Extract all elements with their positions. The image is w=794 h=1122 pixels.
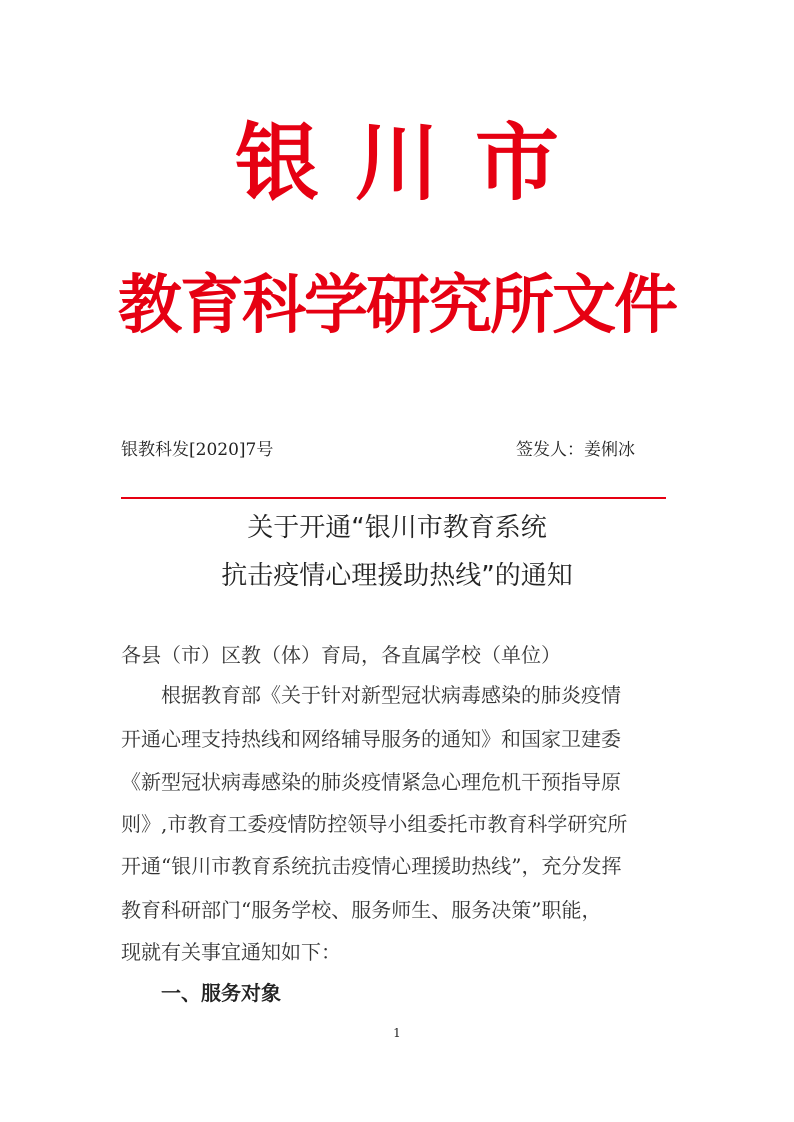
body-line: 教育科研部门“服务学校、服务师生、服务决策”职能，	[121, 898, 602, 922]
page-number: 1	[393, 1026, 401, 1040]
body-line: 则》,市教育工委疫情防控领导小组委托市教育科学研究所	[121, 812, 628, 836]
document-header-city: 银川市	[234, 114, 595, 212]
document-header-institute: 教育科学研究所文件	[118, 269, 676, 343]
body-line: 根据教育部《关于针对新型冠状病毒感染的肺炎疫情	[161, 683, 621, 707]
body-line: 现就有关事宜通知如下：	[121, 940, 341, 964]
notice-title-line-1: 关于开通“银川市教育系统	[247, 513, 547, 543]
body-line: 《新型冠状病毒感染的肺炎疫情紧急心理危机干预指导原	[121, 770, 621, 794]
red-divider-line	[121, 497, 666, 499]
issuer-signature: 签发人：姜俐冰	[516, 440, 635, 460]
section-heading: 一、服务对象	[161, 981, 281, 1005]
document-number: 银教科发[2020]7号	[121, 440, 274, 460]
notice-title-line-2: 抗击疫情心理援助热线”的通知	[221, 561, 573, 591]
body-line: 开通心理支持热线和网络辅导服务的通知》和国家卫建委	[121, 727, 621, 751]
salutation: 各县（市）区教（体）育局，各直属学校（单位）	[121, 643, 561, 667]
body-line: 开通“银川市教育系统抗击疫情心理援助热线”，充分发挥	[121, 854, 622, 878]
